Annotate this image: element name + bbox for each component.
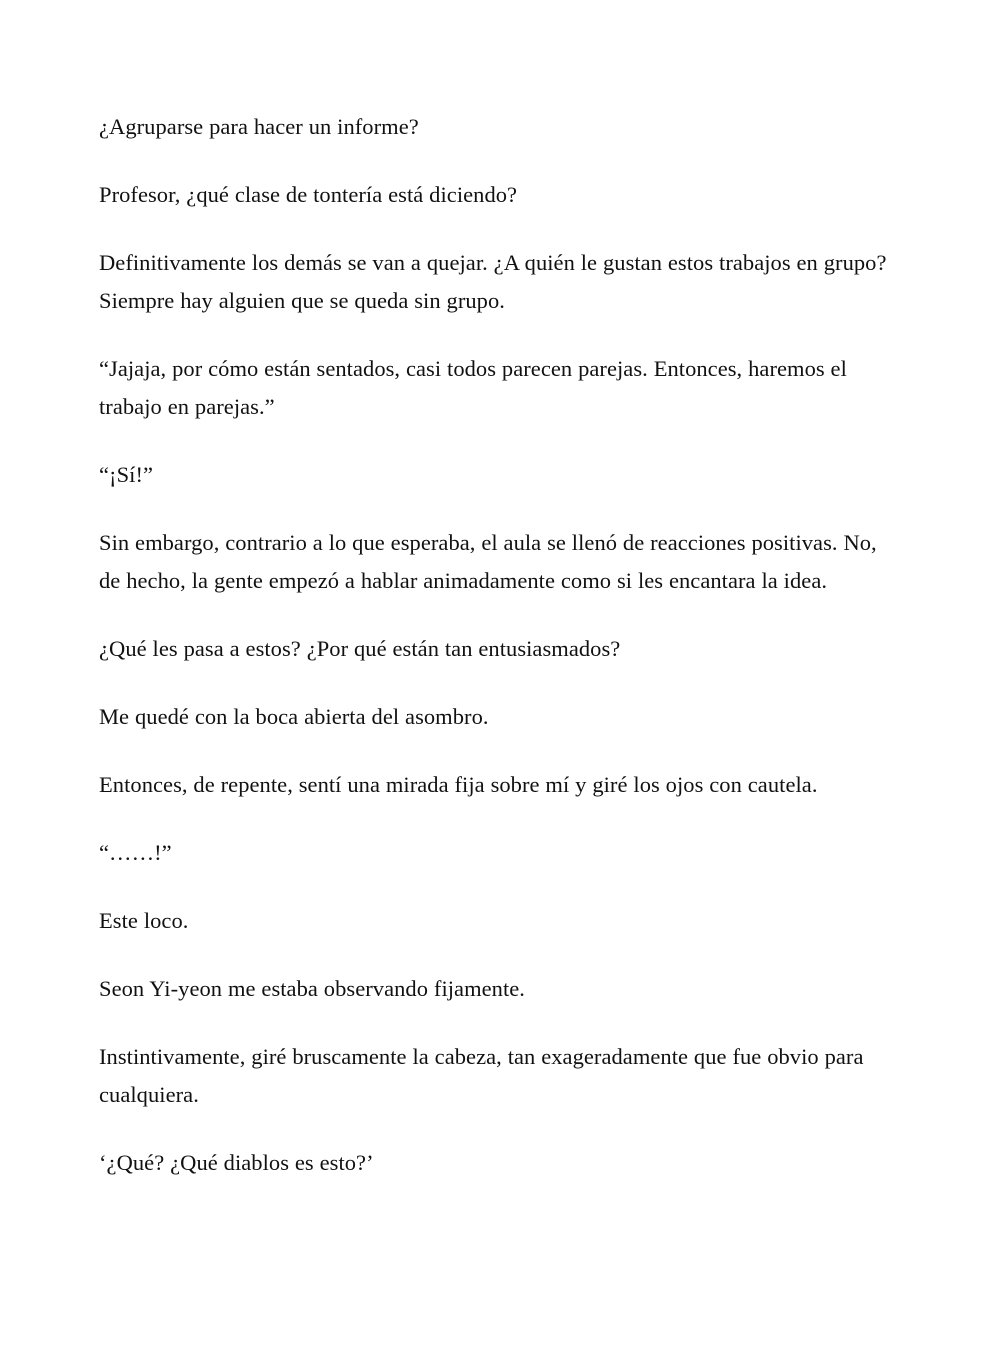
paragraph: ¿Qué les pasa a estos? ¿Por qué están tan entusiasmados? [99,636,621,661]
paragraph: “¡Sí!” [99,462,154,487]
paragraph: ‘¿Qué? ¿Qué diablos es esto?’ [99,1150,374,1175]
paragraph: Entonces, de repente, sentí una mirada fija sobre mí y giré los ojos con cautela. [99,772,818,797]
paragraph: Profesor, ¿qué clase de tontería está diciendo? [99,182,518,207]
paragraph: Definitivamente los demás se van a quejar. ¿A quién le gustan estos trabajos en grupo? Siempre hay alguien que se queda sin grupo. [99,250,887,313]
paragraph: “……!” [99,840,172,865]
paragraph: Este loco. [99,908,189,933]
paragraph: Seon Yi-yeon me estaba observando fijamente. [99,976,525,1001]
paragraph: Sin embargo, contrario a lo que esperaba, el aula se llenó de reacciones positivas. No, de hecho, la gente empezó a hablar animadamente como si les encantara la idea. [99,530,877,593]
paragraph: Me quedé con la boca abierta del asombro. [99,704,489,729]
paragraph: ¿Agruparse para hacer un informe? [99,114,419,139]
paragraph: Instintivamente, giré bruscamente la cabeza, tan exageradamente que fue obvio para cualquiera. [99,1044,864,1107]
paragraph: “Jajaja, por cómo están sentados, casi todos parecen parejas. Entonces, haremos el trabajo en parejas.” [99,356,847,419]
document-body [99,108,901,1182]
